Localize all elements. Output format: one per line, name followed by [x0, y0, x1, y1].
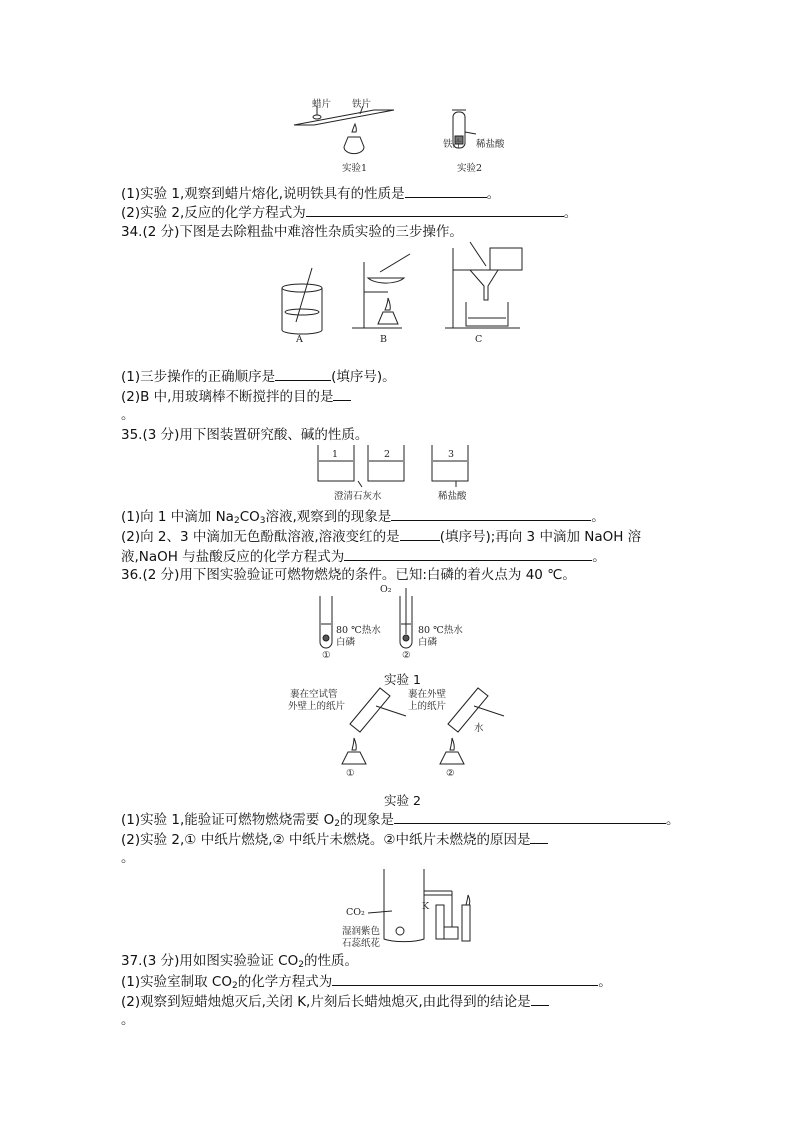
label-empty-tube-paper-a: 裹在空试管 [290, 689, 338, 700]
q33-part1 [121, 184, 500, 203]
label-white-phosphorus-2: 白磷 [418, 637, 438, 648]
q35-part1-end: 。 [591, 509, 605, 525]
answer-blank [394, 810, 666, 824]
label-c: C [475, 334, 483, 345]
label-limewater: 澄清石灰水 [334, 491, 382, 502]
label-co2: CO₂ [346, 907, 365, 918]
answer-blank [405, 184, 487, 198]
beaker-2-label: 2 [384, 449, 391, 460]
label-hot-water-1: 80 ℃热水 [336, 625, 381, 636]
label-dilute-hcl: 稀盐酸 [476, 139, 505, 150]
q35-part2-cont [121, 547, 606, 566]
q36-part1-end: 。 [665, 812, 680, 828]
figure-q34 [270, 240, 530, 348]
q36-part1-text-b: 的现象是 [339, 812, 394, 828]
q36-part1-text-a: (1)实验 1,能验证可燃物燃烧需要 O [121, 812, 335, 828]
q35-part2-text-a: (2)向 2、3 中滴加无色酚酞溶液,溶液变红的是 [121, 529, 400, 545]
q35-part2 [121, 527, 641, 546]
q34-part1-end: (填序号)。 [331, 369, 396, 385]
subscript: 2 [233, 516, 240, 526]
subscript: 2 [334, 819, 340, 829]
label-wax-piece: 蜡片 [312, 99, 332, 110]
answer-blank [531, 992, 549, 1006]
label-oxygen: O₂ [380, 584, 392, 595]
answer-blank [275, 367, 331, 381]
subscript: 2 [298, 960, 304, 970]
q33-part2-end: 。 [563, 205, 578, 221]
q34-part2-text: (2)B 中,用玻璃棒不断搅拌的目的是 [121, 389, 334, 405]
label-b: B [380, 334, 387, 345]
label-valve-k: K [422, 901, 430, 912]
q37-part2 [121, 992, 549, 1011]
q35-stem: 35.(3 分)用下图装置研究酸、碱的性质。 [121, 427, 369, 443]
label-litmus-a: 湿润紫色 [342, 926, 381, 937]
figure-q36-exp2 [280, 684, 530, 780]
q35-part1-text-a: (1)向 1 中滴加 Na [121, 509, 234, 525]
label-iron-piece: 铁片 [443, 139, 463, 150]
subscript: 2 [231, 981, 238, 991]
q33-part1-end: 。 [486, 186, 501, 202]
figure-q36-exp1 [310, 584, 490, 664]
label-white-phosphorus-1: 白磷 [336, 637, 356, 648]
q34-part2 [121, 387, 351, 406]
q36-stem: 36.(2 分)用下图实验验证可燃物燃烧的条件。已知:白磷的着火点为 40 ℃。 [121, 567, 576, 583]
figure-title-experiment-1: 实验 1 [384, 672, 421, 687]
q36-part2 [121, 830, 548, 849]
answer-blank [344, 547, 592, 561]
q35-part1-text-c: 溶液,观察到的现象是 [265, 509, 392, 525]
apparatus-drawing [270, 240, 530, 348]
label-dilute-hcl: 稀盐酸 [438, 491, 467, 502]
label-empty-tube-paper-b: 外壁上的纸片 [288, 701, 346, 712]
q37-stem-text-b: 的性质。 [303, 953, 358, 969]
q37-part2-cont: 。 [121, 1012, 135, 1028]
answer-blank [332, 972, 598, 986]
q33-part1-text: (1)实验 1,观察到蜡片熔化,说明铁具有的性质是 [121, 186, 405, 202]
label-experiment-1: 实验1 [342, 163, 368, 174]
label-a: A [296, 334, 303, 345]
q37-part1-end: 。 [598, 974, 612, 990]
label-experiment-2: 实验2 [457, 163, 483, 174]
answer-blank [391, 507, 591, 521]
q37-part1-text-b: 的化学方程式为 [237, 974, 333, 990]
answer-blank [333, 387, 351, 401]
q35-part2-cont-end: 。 [592, 549, 606, 565]
q34-part1-text: (1)三步操作的正确顺序是 [121, 369, 276, 385]
label-circle-2: ② [446, 768, 455, 779]
q33-part2-text: (2)实验 2,反应的化学方程式为 [121, 205, 306, 221]
answer-blank [306, 203, 564, 217]
q34-stem: 34.(2 分)下图是去除粗盐中难溶性杂质实验的三步操作。 [121, 224, 463, 240]
q36-part2-text: (2)实验 2,① 中纸片燃烧,② 中纸片未燃烧。②中纸片未燃烧的原因是 [121, 832, 531, 848]
q37-part1-text-a: (1)实验室制取 CO [121, 974, 232, 990]
q33-part2 [121, 203, 577, 222]
label-circle-2: ② [402, 650, 411, 661]
q35-part2-text-b: (填序号);再向 3 中滴加 NaOH 溶 [439, 529, 642, 545]
label-circle-1: ① [322, 650, 331, 661]
figure-q37 [340, 865, 490, 949]
figure-title-experiment-2: 实验 2 [384, 793, 421, 808]
q35-part2-cont-text: 液,NaOH 与盐酸反应的化学方程式为 [121, 549, 345, 565]
label-litmus-b: 石蕊纸花 [342, 938, 381, 949]
answer-blank [400, 527, 440, 541]
q37-stem-text-a: 37.(3 分)用如图实验验证 CO [121, 953, 299, 969]
label-iron-sheet: 铁片 [352, 99, 372, 110]
answer-blank [530, 830, 548, 844]
figure-q35 [310, 441, 480, 503]
q37-part2-text: (2)观察到短蜡烛熄灭后,关闭 K,片刻后长蜡烛熄灭,由此得到的结论是 [121, 994, 531, 1010]
figure-experiment-1-2 [290, 92, 510, 172]
beaker-1-label: 1 [332, 449, 339, 460]
q37-stem [121, 952, 358, 974]
q34-part1 [121, 367, 396, 386]
beaker-3-label: 3 [448, 449, 455, 460]
label-hot-water-2: 80 ℃热水 [418, 625, 463, 636]
q34-part2-cont: 。 [121, 407, 135, 423]
label-circle-1: ① [346, 768, 355, 779]
label-outer-paper-a: 裹在外壁 [408, 689, 447, 700]
label-water: 水 [474, 723, 484, 734]
subscript: 3 [259, 516, 266, 526]
label-outer-paper-b: 上的纸片 [408, 701, 447, 712]
q35-part1-text-b: CO [239, 509, 260, 525]
q36-part2-cont: 。 [121, 850, 135, 866]
